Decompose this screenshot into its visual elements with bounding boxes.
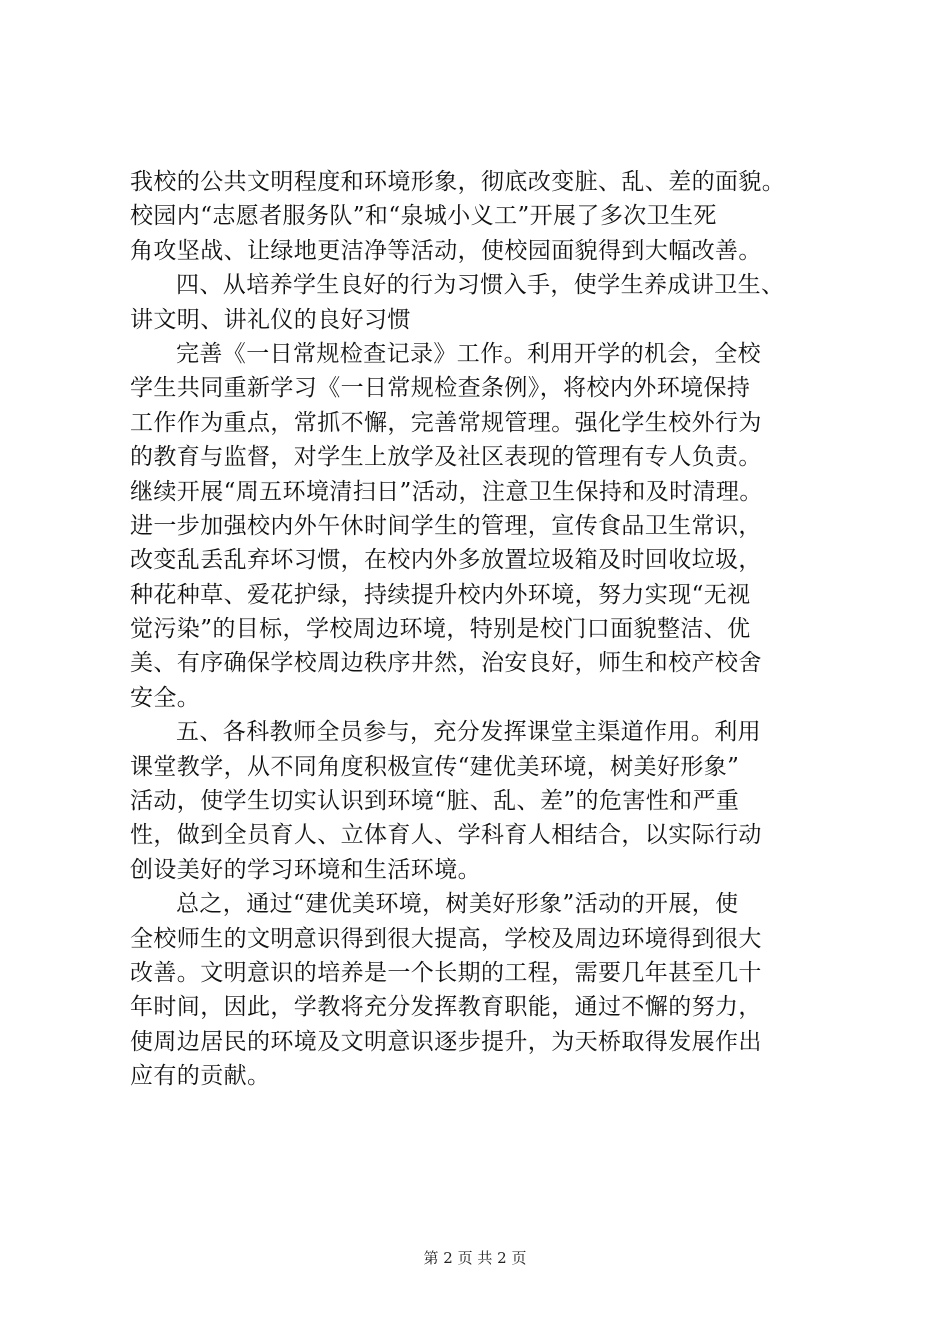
- text-line: 种花种草、爱花护绿，持续提升校内外环境，努力实现“无视: [130, 581, 751, 608]
- text-line: 完善《一日常规检查记录》工作。利用开学的机会，全校: [176, 340, 761, 367]
- text-line: 改变乱丢乱弃坏习惯，在校内外多放置垃圾箱及时回收垃圾，: [130, 547, 762, 574]
- text-line: 角攻坚战、让绿地更洁净等活动，使校园面貌得到大幅改善。: [130, 237, 762, 264]
- text-line: 课堂教学，从不同角度积极宣传“建优美环境，树美好形象”: [130, 753, 740, 780]
- text-line: 年时间，因此，学教将充分发挥教育职能，通过不懈的努力，: [130, 994, 762, 1021]
- section-heading-line: 四、从培养学生良好的行为习惯入手，使学生养成讲卫生、: [176, 272, 785, 299]
- conclusion-line: 总之，通过“建优美环境，树美好形象”活动的开展，使: [176, 891, 739, 918]
- document-body: [130, 165, 846, 1094]
- text-line: 继续开展“周五环境清扫日”活动，注意卫生保持和及时清理。: [130, 478, 763, 505]
- text-line: 改善。文明意识的培养是一个长期的工程，需要几年甚至几十: [130, 959, 762, 986]
- text-line: 校园内“志愿者服务队”和“泉城小义工”开展了多次卫生死: [130, 203, 717, 230]
- text-line: 学生共同重新学习《一日常规检查条例》，将校内外环境保持: [130, 375, 751, 402]
- text-line: 全校师生的文明意识得到很大提高，学校及周边环境得到很大: [130, 925, 762, 952]
- section-heading-line: 讲文明、讲礼仪的良好习惯: [130, 306, 411, 333]
- text-line: 工作作为重点，常抓不懈，完善常规管理。强化学生校外行为: [130, 409, 762, 436]
- text-line: 活动，使学生切实认识到环境“脏、乱、差”的危害性和严重: [130, 788, 740, 815]
- text-line: 创设美好的学习环境和生活环境。: [130, 856, 481, 883]
- text-line: 的教育与监督，对学生上放学及社区表现的管理有专人负责。: [130, 444, 762, 471]
- text-line: 我校的公共文明程度和环境形象，彻底改变脏、乱、差的面貌。: [130, 169, 786, 195]
- text-line: 进一步加强校内外午休时间学生的管理，宣传食品卫生常识，: [130, 512, 762, 539]
- text-line: 安全。: [130, 684, 201, 711]
- text-line: 使周边居民的环境及文明意识逐步提升，为天桥取得发展作出: [130, 1028, 762, 1055]
- text-line: 觉污染”的目标，学校周边环境，特别是校门口面貌整洁、优: [130, 616, 751, 643]
- text-line: 美、有序确保学校周边秩序井然，治安良好，师生和校产校舍: [130, 650, 762, 677]
- text-line: 性，做到全员育人、立体育人、学科育人相结合，以实际行动: [130, 822, 762, 849]
- section-heading-line: 五、各科教师全员参与，充分发挥课堂主渠道作用。利用: [176, 719, 761, 746]
- page-number-footer: 第 2 页 共 2 页: [423, 1249, 527, 1267]
- text-line: 应有的贡献。: [130, 1063, 271, 1090]
